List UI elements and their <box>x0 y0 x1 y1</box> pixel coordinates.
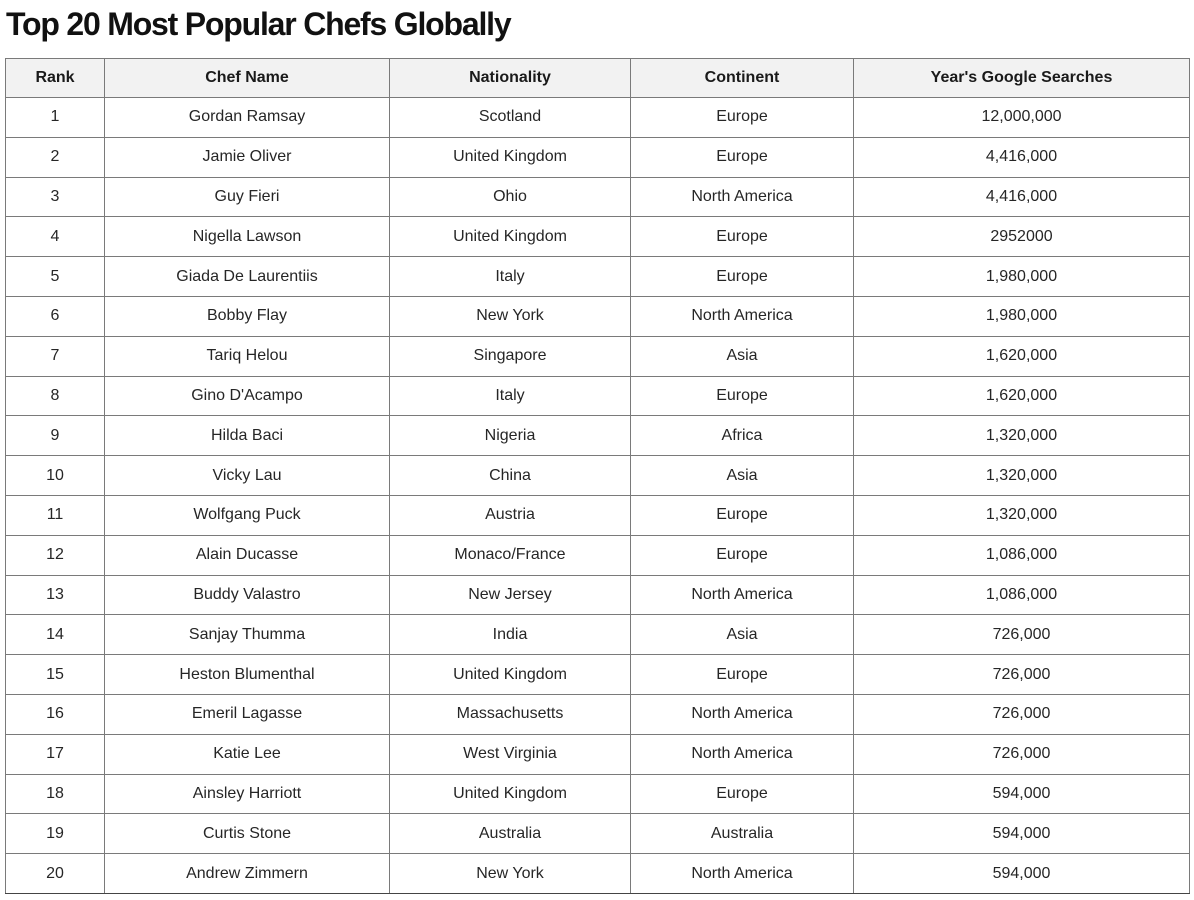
continent-cell: North America <box>631 854 854 894</box>
searches-cell: 1,980,000 <box>854 296 1190 336</box>
nationality-cell: Massachusetts <box>390 694 631 734</box>
chef-name-cell: Sanjay Thumma <box>105 615 390 655</box>
searches-cell: 594,000 <box>854 774 1190 814</box>
continent-cell: North America <box>631 575 854 615</box>
rank-cell: 10 <box>6 456 105 496</box>
column-header-nationality: Nationality <box>390 59 631 98</box>
chef-name-cell: Nigella Lawson <box>105 217 390 257</box>
column-header-google-searches: Year's Google Searches <box>854 59 1190 98</box>
searches-cell: 12,000,000 <box>854 98 1190 138</box>
continent-cell: Asia <box>631 456 854 496</box>
nationality-cell: Ohio <box>390 177 631 217</box>
rank-cell: 9 <box>6 416 105 456</box>
nationality-cell: United Kingdom <box>390 137 631 177</box>
chef-name-cell: Ainsley Harriott <box>105 774 390 814</box>
nationality-cell: New York <box>390 296 631 336</box>
searches-cell: 726,000 <box>854 615 1190 655</box>
column-header-rank: Rank <box>6 59 105 98</box>
chef-name-cell: Gino D'Acampo <box>105 376 390 416</box>
nationality-cell: Italy <box>390 257 631 297</box>
continent-cell: Asia <box>631 336 854 376</box>
searches-cell: 594,000 <box>854 854 1190 894</box>
continent-cell: Australia <box>631 814 854 854</box>
rank-cell: 19 <box>6 814 105 854</box>
searches-cell: 2952000 <box>854 217 1190 257</box>
chef-name-cell: Tariq Helou <box>105 336 390 376</box>
chef-name-cell: Katie Lee <box>105 734 390 774</box>
nationality-cell: Australia <box>390 814 631 854</box>
rank-cell: 1 <box>6 98 105 138</box>
table-row <box>6 575 1190 615</box>
chef-name-cell: Emeril Lagasse <box>105 694 390 734</box>
continent-cell: Europe <box>631 655 854 695</box>
nationality-cell: Austria <box>390 495 631 535</box>
searches-cell: 1,086,000 <box>854 575 1190 615</box>
table-row <box>6 296 1190 336</box>
nationality-cell: India <box>390 615 631 655</box>
nationality-cell: Monaco/France <box>390 535 631 575</box>
searches-cell: 1,620,000 <box>854 336 1190 376</box>
rank-cell: 12 <box>6 535 105 575</box>
table-row <box>6 177 1190 217</box>
chef-name-cell: Gordan Ramsay <box>105 98 390 138</box>
continent-cell: North America <box>631 296 854 336</box>
continent-cell: Europe <box>631 257 854 297</box>
rank-cell: 7 <box>6 336 105 376</box>
chef-name-cell: Wolfgang Puck <box>105 495 390 535</box>
table-row <box>6 495 1190 535</box>
continent-cell: Europe <box>631 495 854 535</box>
searches-cell: 726,000 <box>854 694 1190 734</box>
table-row <box>6 694 1190 734</box>
nationality-cell: New Jersey <box>390 575 631 615</box>
nationality-cell: Italy <box>390 376 631 416</box>
continent-cell: Africa <box>631 416 854 456</box>
table-row <box>6 774 1190 814</box>
column-header-continent: Continent <box>631 59 854 98</box>
rank-cell: 16 <box>6 694 105 734</box>
table-header-row <box>6 59 1190 98</box>
searches-cell: 4,416,000 <box>854 177 1190 217</box>
rank-cell: 3 <box>6 177 105 217</box>
chef-name-cell: Hilda Baci <box>105 416 390 456</box>
table-row <box>6 137 1190 177</box>
chef-name-cell: Giada De Laurentiis <box>105 257 390 297</box>
table-row <box>6 615 1190 655</box>
rank-cell: 5 <box>6 257 105 297</box>
nationality-cell: New York <box>390 854 631 894</box>
table-row <box>6 734 1190 774</box>
continent-cell: Europe <box>631 376 854 416</box>
table-row <box>6 535 1190 575</box>
nationality-cell: United Kingdom <box>390 655 631 695</box>
chef-name-cell: Jamie Oliver <box>105 137 390 177</box>
table-body <box>6 98 1190 894</box>
searches-cell: 1,320,000 <box>854 456 1190 496</box>
chef-name-cell: Buddy Valastro <box>105 575 390 615</box>
rank-cell: 20 <box>6 854 105 894</box>
nationality-cell: Scotland <box>390 98 631 138</box>
continent-cell: Europe <box>631 137 854 177</box>
chef-name-cell: Bobby Flay <box>105 296 390 336</box>
searches-cell: 4,416,000 <box>854 137 1190 177</box>
chef-name-cell: Alain Ducasse <box>105 535 390 575</box>
searches-cell: 1,980,000 <box>854 257 1190 297</box>
rank-cell: 8 <box>6 376 105 416</box>
rank-cell: 13 <box>6 575 105 615</box>
rank-cell: 2 <box>6 137 105 177</box>
continent-cell: Europe <box>631 535 854 575</box>
rank-cell: 6 <box>6 296 105 336</box>
chefs-table <box>5 58 1190 894</box>
nationality-cell: West Virginia <box>390 734 631 774</box>
rank-cell: 18 <box>6 774 105 814</box>
table-row <box>6 456 1190 496</box>
chef-name-cell: Guy Fieri <box>105 177 390 217</box>
page-title: Top 20 Most Popular Chefs Globally <box>6 6 511 42</box>
searches-cell: 1,620,000 <box>854 376 1190 416</box>
searches-cell: 726,000 <box>854 655 1190 695</box>
continent-cell: Europe <box>631 217 854 257</box>
continent-cell: North America <box>631 177 854 217</box>
continent-cell: North America <box>631 734 854 774</box>
searches-cell: 1,320,000 <box>854 495 1190 535</box>
rank-cell: 15 <box>6 655 105 695</box>
continent-cell: Europe <box>631 98 854 138</box>
nationality-cell: China <box>390 456 631 496</box>
column-header-chef-name: Chef Name <box>105 59 390 98</box>
rank-cell: 4 <box>6 217 105 257</box>
searches-cell: 594,000 <box>854 814 1190 854</box>
rank-cell: 14 <box>6 615 105 655</box>
rank-cell: 11 <box>6 495 105 535</box>
continent-cell: Europe <box>631 774 854 814</box>
table-row <box>6 854 1190 894</box>
rank-cell: 17 <box>6 734 105 774</box>
table-row <box>6 217 1190 257</box>
continent-cell: Asia <box>631 615 854 655</box>
table-row <box>6 336 1190 376</box>
nationality-cell: Nigeria <box>390 416 631 456</box>
nationality-cell: United Kingdom <box>390 217 631 257</box>
searches-cell: 1,320,000 <box>854 416 1190 456</box>
table-row <box>6 416 1190 456</box>
chef-name-cell: Curtis Stone <box>105 814 390 854</box>
nationality-cell: Singapore <box>390 336 631 376</box>
chef-name-cell: Heston Blumenthal <box>105 655 390 695</box>
searches-cell: 1,086,000 <box>854 535 1190 575</box>
searches-cell: 726,000 <box>854 734 1190 774</box>
chef-name-cell: Vicky Lau <box>105 456 390 496</box>
nationality-cell: United Kingdom <box>390 774 631 814</box>
chef-name-cell: Andrew Zimmern <box>105 854 390 894</box>
table-row <box>6 814 1190 854</box>
table-row <box>6 257 1190 297</box>
table-row <box>6 655 1190 695</box>
continent-cell: North America <box>631 694 854 734</box>
table-row <box>6 376 1190 416</box>
table-row <box>6 98 1190 138</box>
